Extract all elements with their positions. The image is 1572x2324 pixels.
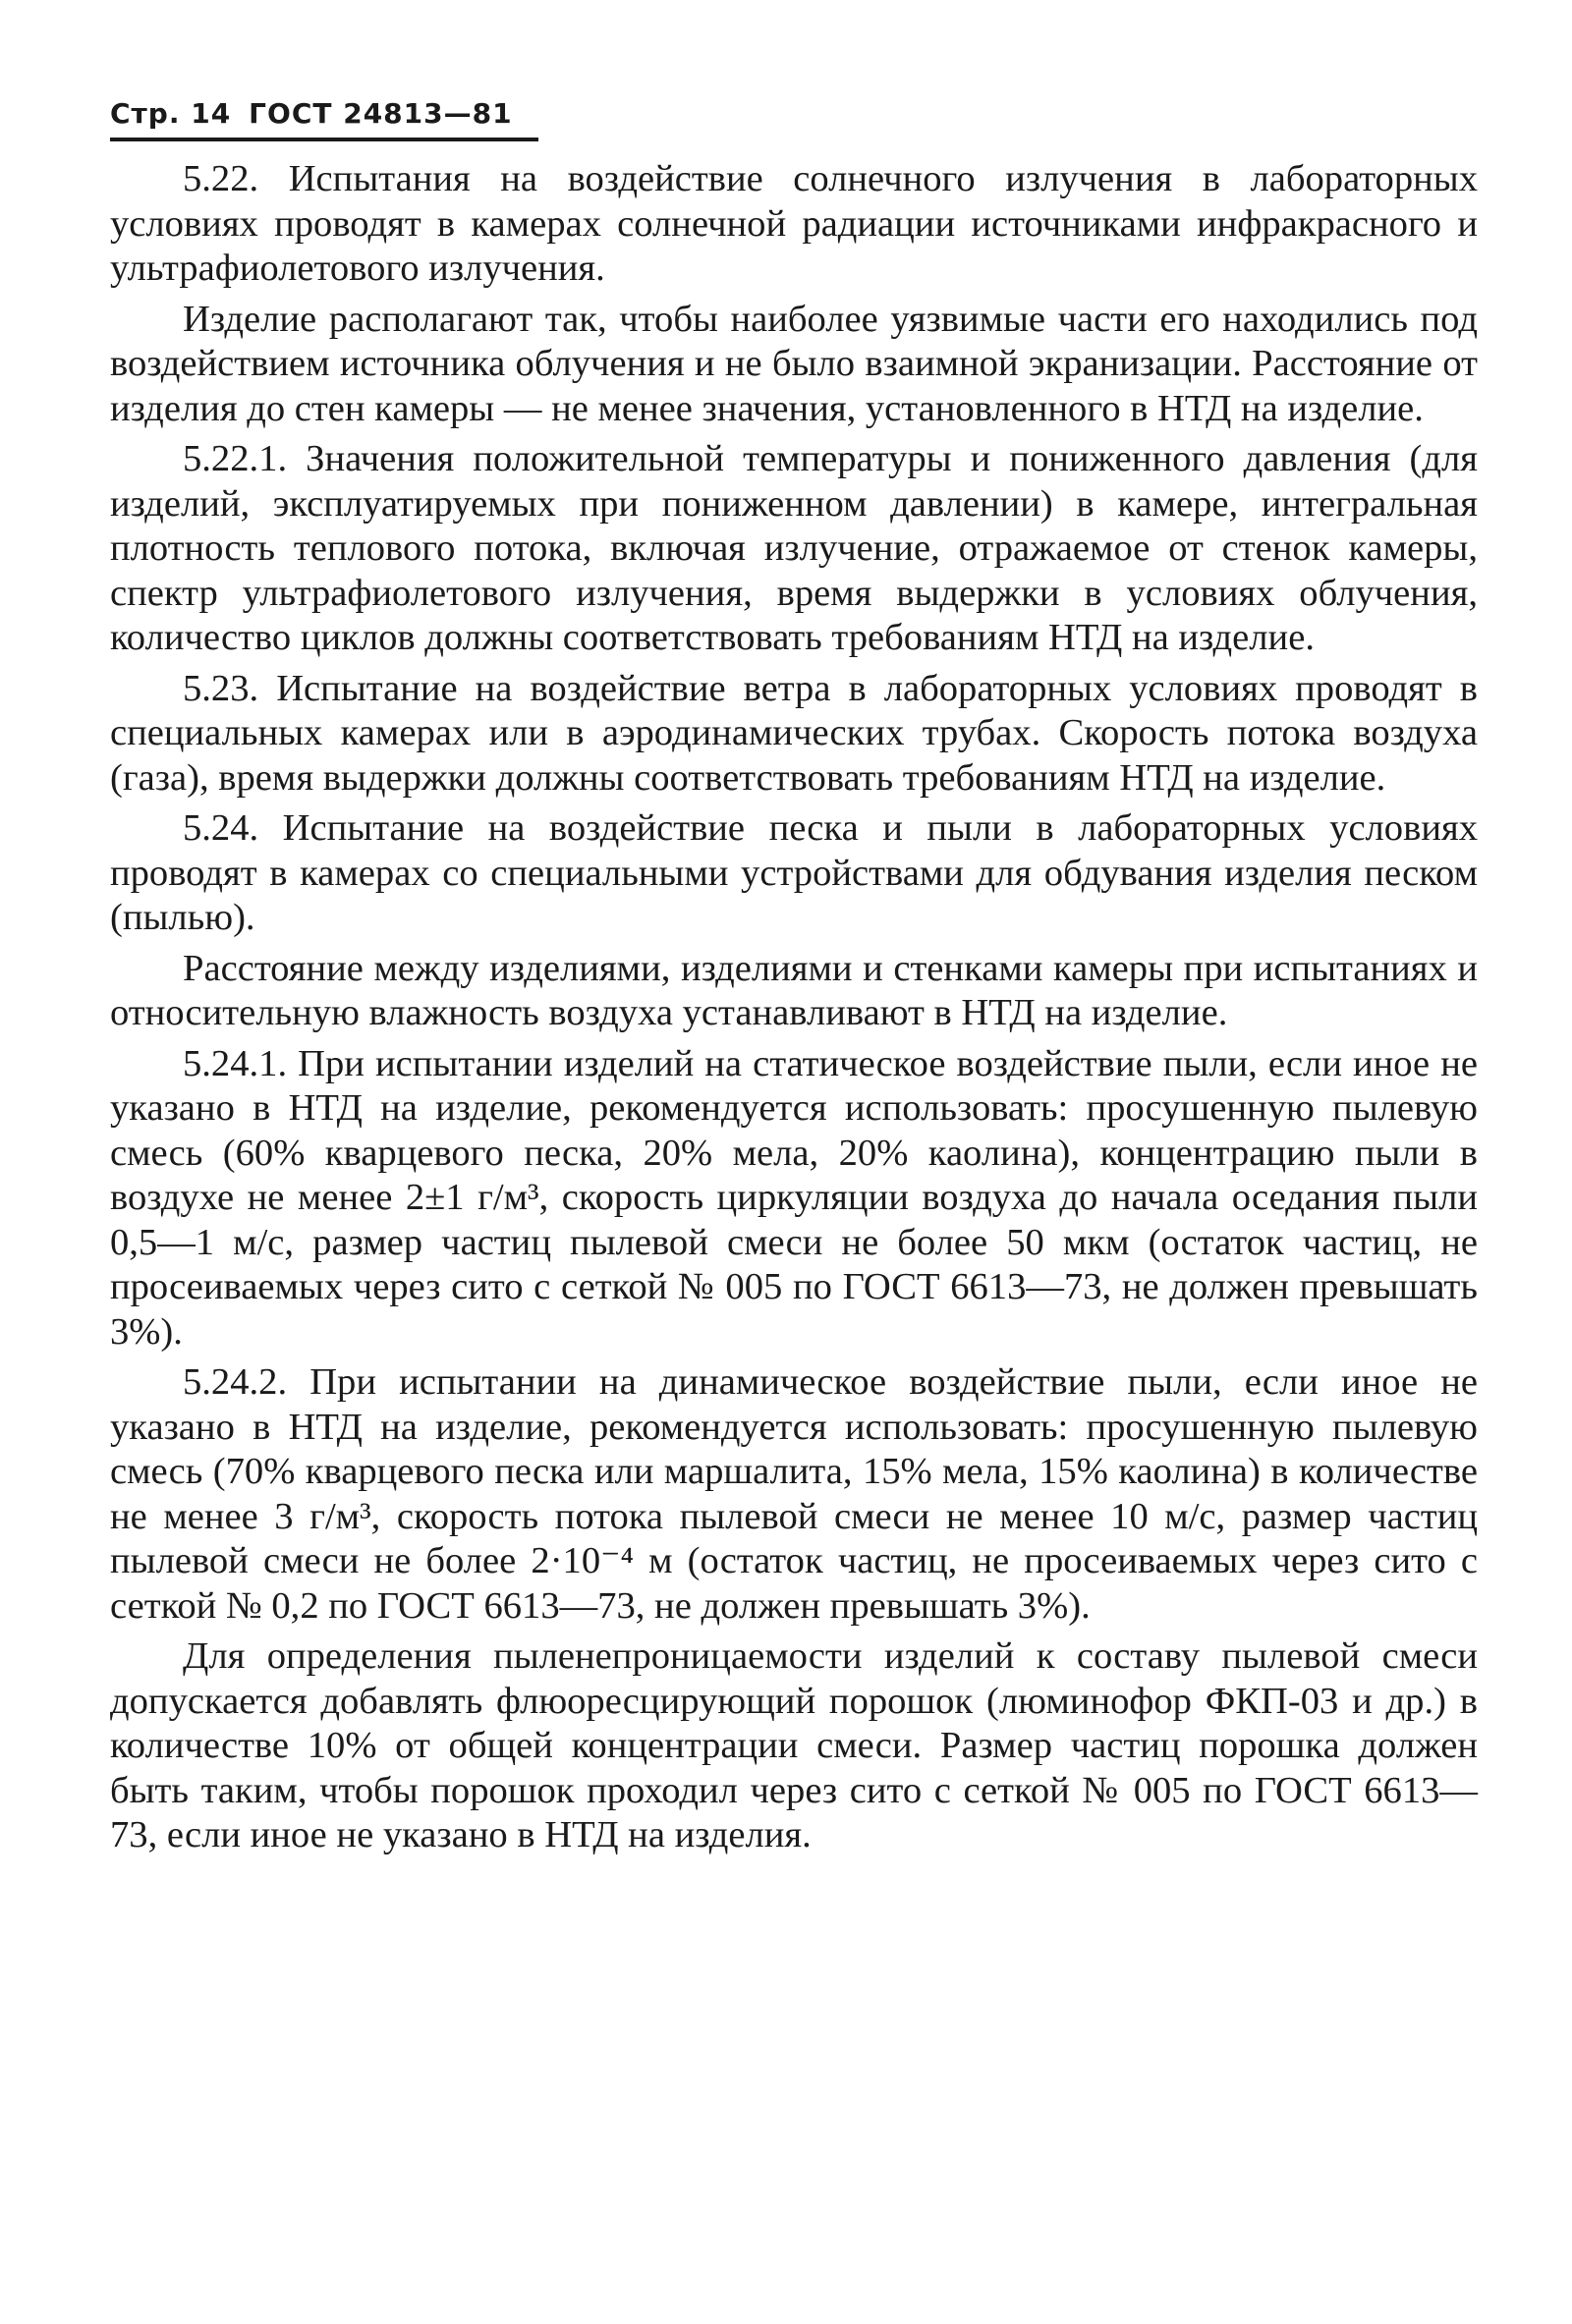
page-number-label: Стр. 14 xyxy=(110,97,232,130)
standard-designation: ГОСТ 24813—81 xyxy=(249,97,513,130)
paragraph-5-22: 5.22. Испытания на воздействие солнечного излучения в лабораторных условиях проводят в камерах солнечной радиации источниками инфракрасного и ультрафиолетового излучения. xyxy=(110,158,1478,289)
paragraph-5-24-2-continued: Для определения пыленепроницаемости изделий к составу пылевой смеси допускается добавлять флюоресцирующий порошок (люминофор ФКП-03 и др.) в количестве 10% от общей концентрации смеси. Размер частиц порошка должен быть таким, чтобы порошок проходил через сито с сеткой № 005 по ГОСТ 6613—73, если иное не указано в НТД на изделия. xyxy=(110,1635,1478,1855)
paragraph-5-24-continued: Расстояние между изделиями, изделиями и стенками камеры при испытаниях и относительную влажность воздуха устанавливают в НТД на изделие. xyxy=(110,947,1478,1033)
paragraph-5-22-continued: Изделие располагают так, чтобы наиболее уязвимые части его находились под воздействием источника облучения и не было взаимной экранизации. Расстояние от изделия до стен камеры — не менее значения, установленного в НТД на изделие. xyxy=(110,298,1478,429)
running-header xyxy=(110,94,1478,134)
paragraph-5-24-1: 5.24.1. При испытании изделий на статическое воздействие пыли, если иное не указано в НТД на изделие, рекомендуется использовать: просушенную пылевую смесь (60% кварцевого песка, 20% мела, 20% каолина), концентрацию пыли в воздухе не менее 2±1 г/м³, скорость циркуляции воздуха до начала оседания пыли 0,5—1 м/с, размер частиц пылевой смеси не более 50 мкм (остаток частиц, не просеиваемых через сито с сеткой № 005 по ГОСТ 6613—73, не должен превышать 3%). xyxy=(110,1042,1478,1353)
paragraph-5-24: 5.24. Испытание на воздействие песка и пыли в лабораторных условиях проводят в камерах со специальными устройствами для обдувания изделия песком (пылью). xyxy=(110,807,1478,938)
paragraph-5-22-1: 5.22.1. Значения положительной температуры и пониженного давления (для изделий, эксплуатируемых при пониженном давлении) в камере, интегральная плотность теплового потока, включая излучение, отражаемое от стенок камеры, спектр ультрафиолетового излучения, время выдержки в условиях облучения, количество циклов должны соответствовать требованиям НТД на изделие. xyxy=(110,438,1478,658)
document-page xyxy=(110,94,1478,1858)
header-rule xyxy=(110,138,538,141)
paragraph-5-23: 5.23. Испытание на воздействие ветра в лабораторных условиях проводят в специальных камерах или в аэродинамических трубах. Скорость потока воздуха (газа), время выдержки должны соответствовать требованиям НТД на изделие. xyxy=(110,667,1478,799)
paragraph-5-24-2: 5.24.2. При испытании на динамическое воздействие пыли, если иное не указано в НТД на изделие, рекомендуется использовать: просушенную пылевую смесь (70% кварцевого песка или маршалита, 15% мела, 15% каолина) в количестве не менее 3 г/м³, скорость потока пылевой смеси не менее 10 м/с, размер частиц пылевой смеси не более 2·10⁻⁴ м (остаток частиц, не просеиваемых через сито с сеткой № 0,2 по ГОСТ 6613—73, не должен превышать 3%). xyxy=(110,1361,1478,1627)
